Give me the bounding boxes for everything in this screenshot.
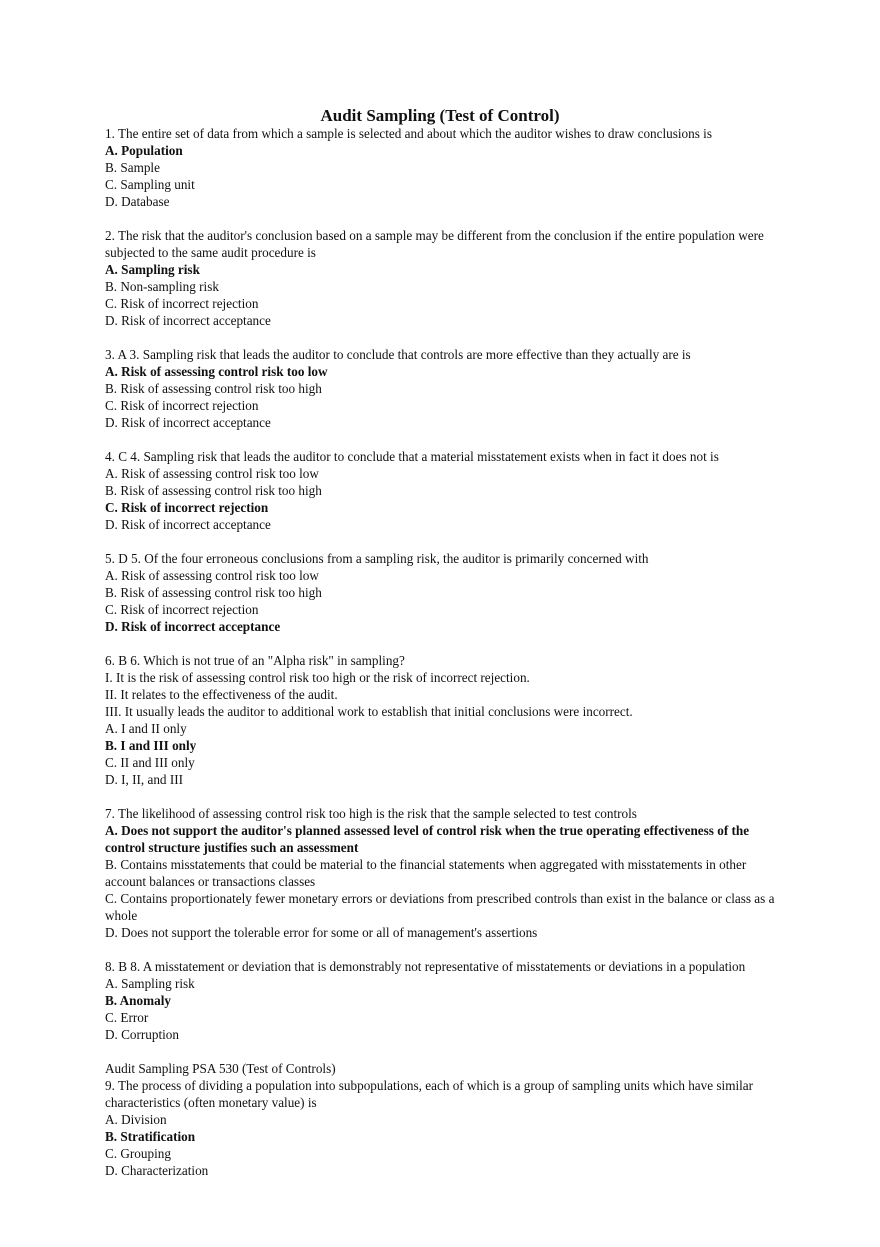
answer-option: C. Grouping — [105, 1146, 171, 1161]
answer-option: A. Risk of assessing control risk too low — [105, 568, 319, 583]
answer-option: B. Non-sampling risk — [105, 279, 219, 294]
answer-option-correct: A. Does not support the auditor's planned assessed level of control risk when the true operating effectiveness of the control structure justifies such an assessment — [105, 823, 750, 855]
answer-option: C. Error — [105, 1010, 149, 1025]
answer-option: A. I and II only — [105, 721, 187, 736]
answer-option-correct: B. I and III only — [105, 738, 197, 753]
question-6 — [105, 652, 785, 788]
answer-option: A. Risk of assessing control risk too low — [105, 466, 319, 481]
question-5 — [105, 550, 785, 635]
statement: I. It is the risk of assessing control risk too high or the risk of incorrect rejection. — [105, 670, 530, 685]
answer-option: A. Division — [105, 1112, 167, 1127]
question-2 — [105, 227, 785, 329]
answer-option: B. Risk of assessing control risk too high — [105, 585, 322, 600]
answer-option-correct: B. Anomaly — [105, 993, 171, 1008]
answer-option-correct: D. Risk of incorrect acceptance — [105, 619, 281, 634]
answer-option: B. Contains misstatements that could be material to the financial statements when aggregated with misstatements in other account balances or transactions classes — [105, 857, 747, 889]
answer-option: B. Risk of assessing control risk too high — [105, 381, 322, 396]
section-heading: Audit Sampling PSA 530 (Test of Controls) — [105, 1061, 336, 1076]
page-title: Audit Sampling (Test of Control) — [320, 106, 560, 125]
question-stem: 5. D 5. Of the four erroneous conclusions from a sampling risk, the auditor is primarily concerned with — [105, 551, 649, 566]
answer-option: A. Sampling risk — [105, 976, 195, 991]
question-list — [105, 125, 785, 1196]
answer-option: D. Risk of incorrect acceptance — [105, 313, 271, 328]
question-8 — [105, 958, 785, 1043]
answer-option-correct: A. Population — [105, 143, 183, 158]
answer-option: C. Risk of incorrect rejection — [105, 398, 259, 413]
question-4 — [105, 448, 785, 533]
question-1 — [105, 125, 785, 210]
answer-option: C. Sampling unit — [105, 177, 195, 192]
answer-option: B. Risk of assessing control risk too high — [105, 483, 322, 498]
question-9 — [105, 1060, 785, 1179]
answer-option: C. Contains proportionately fewer monetary errors or deviations from prescribed controls than exist in the balance or class as a whole — [105, 891, 775, 923]
statement: II. It relates to the effectiveness of the audit. — [105, 687, 338, 702]
answer-option: D. I, II, and III — [105, 772, 183, 787]
answer-option-correct: C. Risk of incorrect rejection — [105, 500, 269, 515]
answer-option: D. Risk of incorrect acceptance — [105, 517, 271, 532]
answer-option: C. II and III only — [105, 755, 195, 770]
question-stem: 9. The process of dividing a population into subpopulations, each of which is a group of sampling units which have similar characteristics (often monetary value) is — [105, 1078, 754, 1110]
question-stem: 8. B 8. A misstatement or deviation that is demonstrably not representative of misstatements or deviations in a population — [105, 959, 746, 974]
statement: III. It usually leads the auditor to additional work to establish that initial conclusions were incorrect. — [105, 704, 633, 719]
question-stem: 4. C 4. Sampling risk that leads the auditor to conclude that a material misstatement exists when in fact it does not is — [105, 449, 719, 464]
answer-option: D. Does not support the tolerable error for some or all of management's assertions — [105, 925, 538, 940]
question-stem: 3. A 3. Sampling risk that leads the auditor to conclude that controls are more effective than they actually are is — [105, 347, 691, 362]
question-stem: 1. The entire set of data from which a sample is selected and about which the auditor wishes to draw conclusions is — [105, 126, 712, 141]
answer-option: D. Database — [105, 194, 170, 209]
question-stem: 7. The likelihood of assessing control risk too high is the risk that the sample selected to test controls — [105, 806, 637, 821]
question-3 — [105, 346, 785, 431]
answer-option-correct: A. Sampling risk — [105, 262, 200, 277]
answer-option: B. Sample — [105, 160, 160, 175]
answer-option: D. Characterization — [105, 1163, 209, 1178]
question-7 — [105, 805, 785, 941]
answer-option: C. Risk of incorrect rejection — [105, 602, 259, 617]
answer-option: C. Risk of incorrect rejection — [105, 296, 259, 311]
answer-option-correct: A. Risk of assessing control risk too low — [105, 364, 328, 379]
answer-option: D. Corruption — [105, 1027, 179, 1042]
answer-option-correct: B. Stratification — [105, 1129, 196, 1144]
answer-option: D. Risk of incorrect acceptance — [105, 415, 271, 430]
question-stem: 6. B 6. Which is not true of an "Alpha risk" in sampling? — [105, 653, 405, 668]
question-stem: 2. The risk that the auditor's conclusion based on a sample may be different from the conclusion if the entire population were subjected to the same audit procedure is — [105, 228, 764, 260]
